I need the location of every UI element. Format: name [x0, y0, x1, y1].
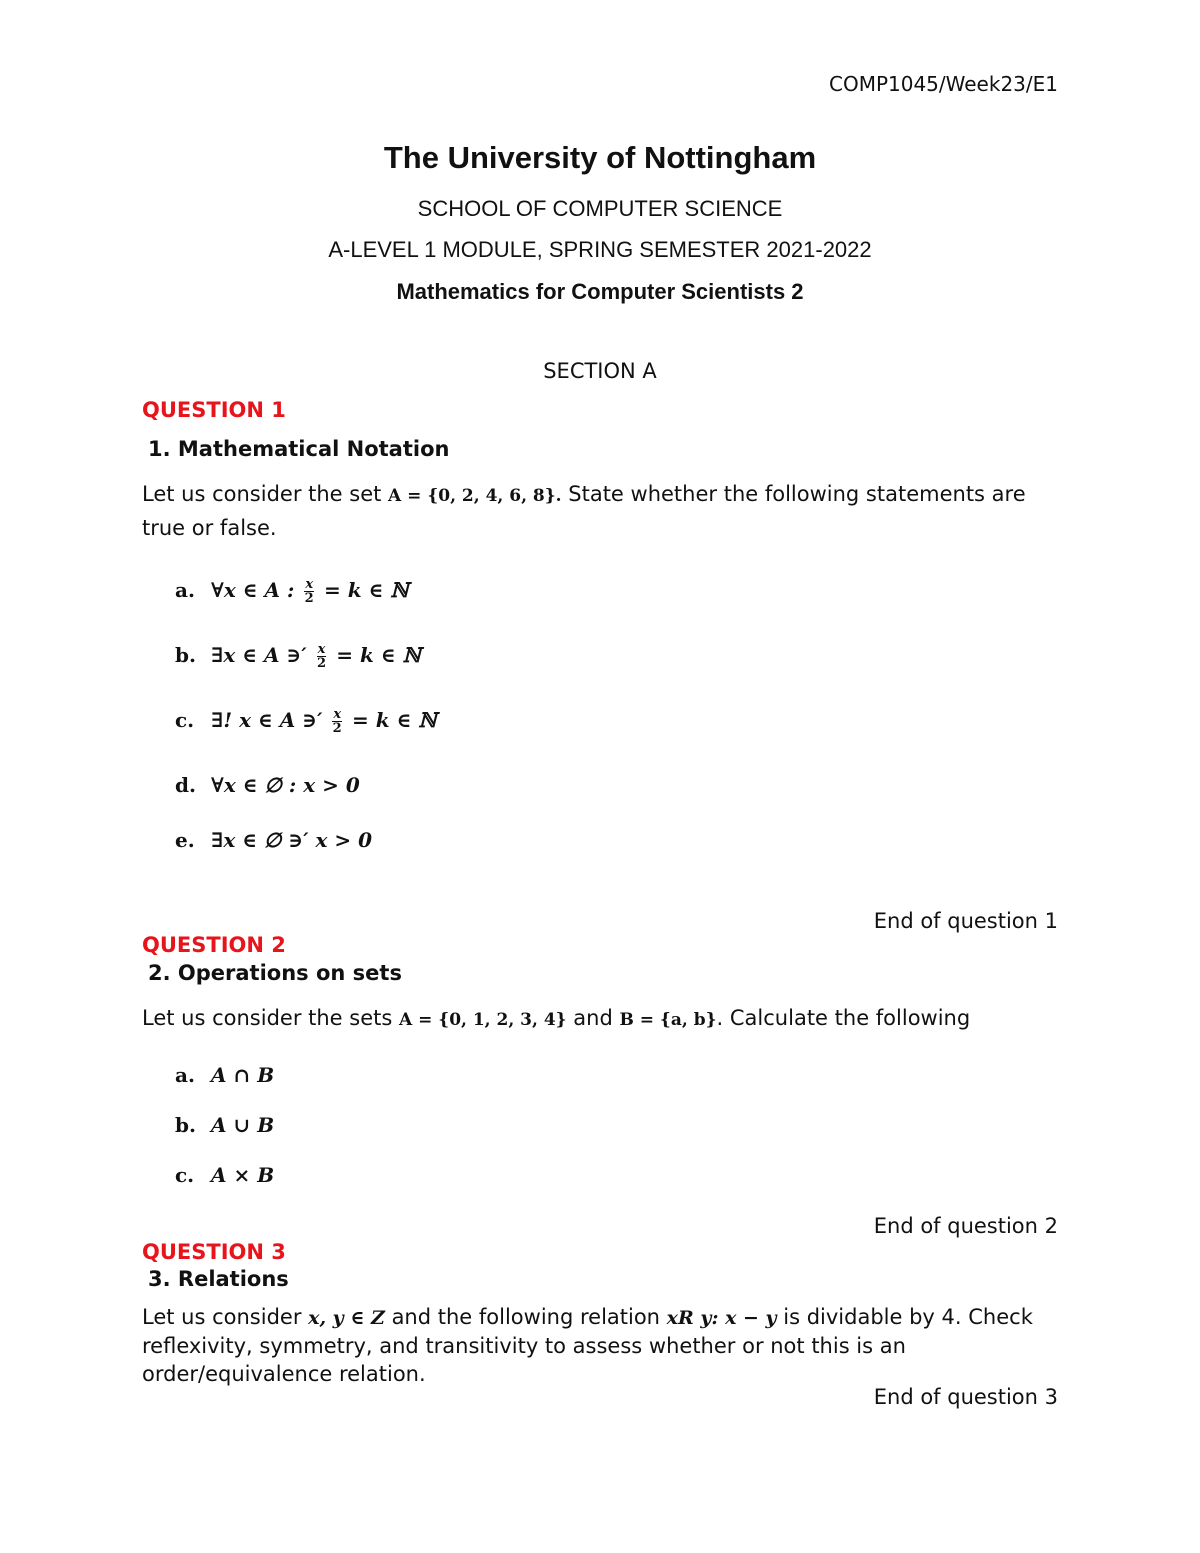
- question-3-end: End of question 3: [873, 1385, 1058, 1409]
- relation-expression: xR y: x − y: [666, 1307, 777, 1329]
- question-1-item-c: c. ∃! x ∈ A ∋′ $\frac{x}{2}$ = k ∈ ℕ: [175, 707, 437, 736]
- question-1-item-a: a. ∀x ∈ A : $\frac{x}{2}$ = k ∈ ℕ: [175, 577, 409, 606]
- question-1-item-d: d. ∀x ∈ ∅ : x > 0: [175, 773, 360, 797]
- fraction: $\frac{x}{2}$: [316, 642, 326, 671]
- question-2-title: 2. Operations on sets: [148, 961, 402, 985]
- question-1-item-e: e. ∃x ∈ ∅ ∋′ x > 0: [175, 828, 372, 852]
- question-1-heading: QUESTION 1: [142, 398, 286, 422]
- question-2-item-b: b. A ∪ B: [175, 1113, 275, 1137]
- fraction: $\frac{x}{2}$: [332, 707, 342, 736]
- course-title: Mathematics for Computer Scientists 2: [396, 279, 804, 304]
- set-b: B = {a, b}: [619, 1010, 717, 1030]
- question-1-item-b: b. ∃x ∈ A ∋′ $\frac{x}{2}$ = k ∈ ℕ: [175, 642, 421, 671]
- document-reference: COMP1045/Week23/E1: [828, 72, 1058, 96]
- question-2-end: End of question 2: [873, 1214, 1058, 1238]
- section-title: SECTION A: [543, 359, 657, 383]
- school-name: SCHOOL OF COMPUTER SCIENCE: [417, 196, 783, 221]
- question-3-body: Let us consider x, y ∈ Z and the following relation xR y: x − y is dividable by 4. Check reflexivity, symmetry, and transitivity to assess whether or not this is an order/equivalence relation.: [142, 1305, 1033, 1386]
- question-2-item-c: c. A × B: [175, 1163, 275, 1187]
- question-1-intro: Let us consider the set A = {0, 2, 4, 6, 8}. State whether the following statements are true or false.: [142, 482, 1026, 540]
- university-title: The University of Nottingham: [383, 140, 817, 175]
- set-a: A = {0, 1, 2, 3, 4}: [398, 1010, 567, 1030]
- question-2-item-a: a. A ∩ B: [175, 1063, 275, 1087]
- question-2-heading: QUESTION 2: [142, 933, 286, 957]
- question-1-title: 1. Mathematical Notation: [148, 437, 450, 461]
- module-level: A-LEVEL 1 MODULE, SPRING SEMESTER 2021-2022: [328, 237, 872, 262]
- question-1-end: End of question 1: [873, 909, 1058, 933]
- question-3-heading: QUESTION 3: [142, 1240, 286, 1264]
- question-2-intro: Let us consider the sets A = {0, 1, 2, 3, 4} and B = {a, b}. Calculate the following: [142, 1006, 971, 1030]
- fraction: $\frac{x}{2}$: [304, 577, 314, 606]
- question-3-title: 3. Relations: [148, 1267, 289, 1291]
- set-a: A = {0, 2, 4, 6, 8}.: [388, 486, 562, 506]
- variables-expression: x, y ∈ Z: [308, 1307, 385, 1329]
